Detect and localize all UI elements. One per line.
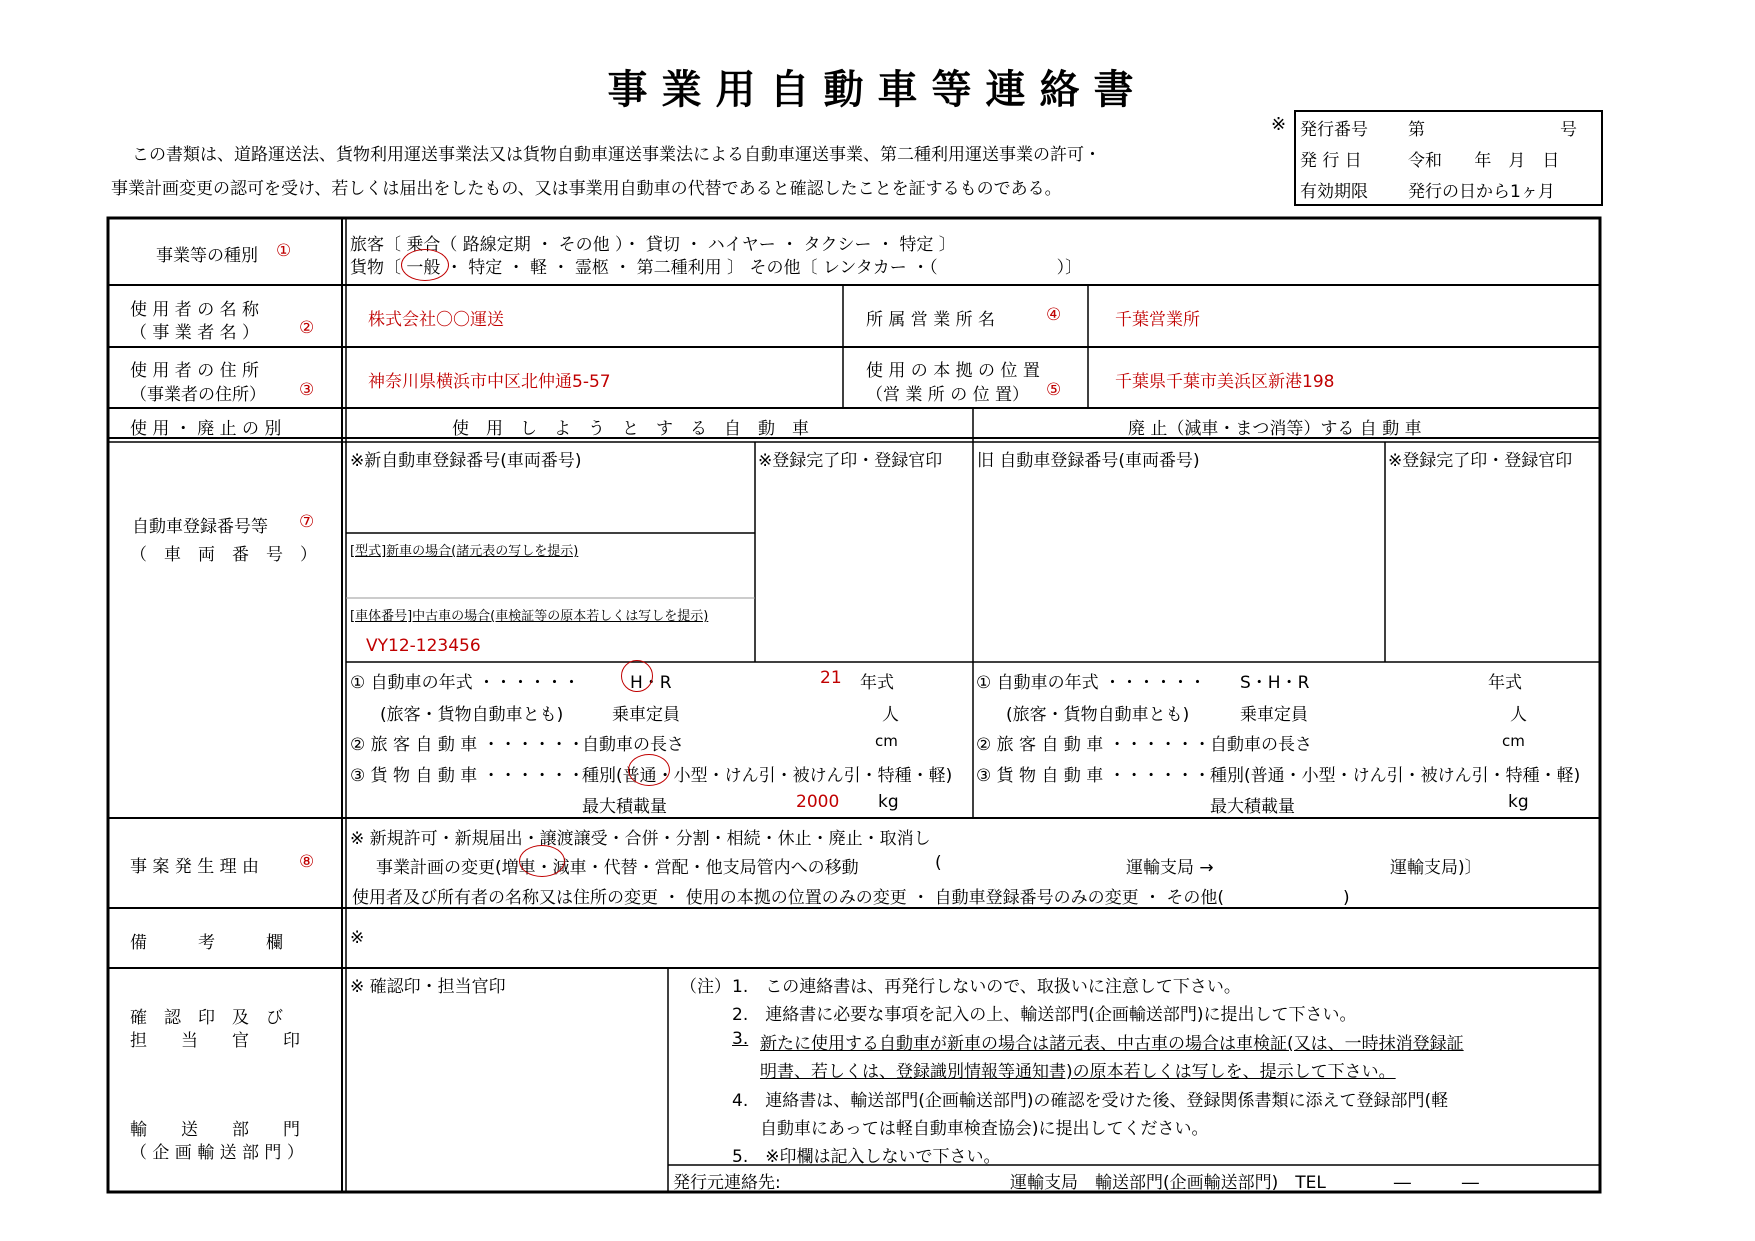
note-3-line-2: 明書、若しくは、登録識別情報等通知書)の原本若しくは写しを、提示して下さい。 [760, 1062, 1396, 1082]
registration-label-1: 自動車登録番号等 [132, 517, 268, 537]
office-label: 所 属 営 業 所 名 [866, 310, 996, 330]
selected-heisei-circle [621, 660, 653, 692]
new-passenger-note: (旅客・貨物自動車とも) [380, 705, 564, 725]
office-num: ④ [1046, 305, 1062, 325]
new-year-value[interactable]: 21 [820, 668, 842, 688]
issue-box-mark: ※ [1271, 114, 1287, 135]
old-registration-label: 旧 自動車登録番号(車両番号) [977, 451, 1200, 471]
old-length-label: 自動車の長さ [1210, 735, 1312, 755]
old-capacity-label: 乗車定員 [1240, 705, 1308, 725]
base-value[interactable]: 千葉県千葉市美浜区新港198 [1115, 372, 1335, 392]
old-year-label: ① 自動車の年式 ・・・・・・ [976, 673, 1207, 693]
user-name-num: ② [299, 318, 315, 338]
user-address-value[interactable]: 神奈川県横浜市中区北仲通5-57 [368, 372, 611, 392]
new-cargo-label: ③ 貨 物 自 動 車 ・・・・・・ [350, 766, 585, 786]
user-name-label-2: （ 事 業 者 名 ） [130, 323, 260, 343]
reason-label: 事 案 発 生 理 由 [130, 857, 260, 877]
business-type-line-2: 貨物〔 一般 ・ 特定 ・ 軽 ・ 霊柩 ・ 第二種利用 〕 その他〔 レンタカー ・（ ）〕 [350, 258, 1083, 278]
old-max-load-unit: kg [1508, 792, 1529, 812]
intro-line-2: 事業計画変更の認可を受け、若しくは届出をしたもの、又は事業用自動車の代替であると確認したことを証するものである。 [111, 179, 1062, 199]
notes-head: （注） [680, 977, 731, 997]
confirm-label-3: 輸 送 部 門 [130, 1120, 300, 1140]
old-era: S・H・R [1240, 673, 1310, 693]
base-label-1: 使 用 の 本 拠 の 位 置 [866, 361, 1040, 381]
use-header: 使 用 し よ う と す る 自 動 車 [452, 419, 809, 439]
use-abolish-label: 使 用 ・ 廃 止 の 別 [130, 419, 282, 439]
business-type-num: ① [276, 241, 292, 261]
confirm-stamp-label: ※ 確認印・担当官印 [350, 977, 506, 997]
contact-label: 発行元連絡先: [673, 1173, 781, 1193]
base-num: ⑤ [1046, 380, 1062, 400]
note-3-line-1: 新たに使用する自動車が新車の場合は諸元表、中古車の場合は車検証(又は、一時抹消登録証 [760, 1034, 1464, 1054]
reason-line-1: ※ 新規許可・新規届出・譲渡譲受・合併・分割・相続・休止・廃止・取消し [350, 829, 931, 849]
old-cargo-kind: 種別(普通・小型・けん引・被けん引・特種・軽) [1210, 766, 1581, 786]
base-label-2: （営 業 所 の 位 置） [866, 385, 1030, 405]
issue-number-dai: 第 [1408, 120, 1425, 140]
old-bus-label: ② 旅 客 自 動 車 ・・・・・・ [976, 735, 1211, 755]
business-type-line-1: 旅客〔 乗合（ 路線定期 ・ その他 ）・ 貸切 ・ ハイヤー ・ タクシー ・ 特定 〕 [350, 235, 956, 255]
registration-label-2: （ 車 両 番 号 ） [130, 545, 317, 565]
contact-value: 運輸支局 輸送部門(企画輸送部門) TEL ― ― [1010, 1173, 1479, 1193]
note-4-line-2: 自動車にあっては軽自動車検査協会)に提出してください。 [760, 1119, 1209, 1139]
note-4-line-1: 4. 連絡書は、輸送部門(企画輸送部門)の確認を受けた後、登録関係書類に添えて登録部門(軽 [732, 1091, 1449, 1111]
page-title: 事業用自動車等連絡書 [607, 67, 1148, 113]
new-bus-label: ② 旅 客 自 動 車 ・・・・・・ [350, 735, 585, 755]
old-capacity-unit: 人 [1510, 705, 1527, 725]
issue-date-value: 令和 年 月 日 [1408, 151, 1560, 171]
reason-line-2c: 運輸支局 → [1126, 858, 1214, 878]
old-passenger-note: (旅客・貨物自動車とも) [1006, 705, 1190, 725]
chassis-note: [車体番号]中古車の場合(車検証等の原本若しくは写しを提示) [350, 609, 709, 624]
user-name-label-1: 使 用 者 の 名 称 [130, 300, 260, 320]
new-era: H・R [630, 673, 672, 693]
reason-line-2b: ( [935, 853, 942, 873]
old-max-load-label: 最大積載量 [1210, 797, 1295, 817]
new-capacity-label: 乗車定員 [612, 705, 680, 725]
old-cargo-label: ③ 貨 物 自 動 車 ・・・・・・ [976, 766, 1211, 786]
issue-number-label: 発行番号 [1300, 120, 1368, 140]
reason-num: ⑧ [299, 852, 315, 872]
new-max-load-unit: kg [878, 792, 899, 812]
abolish-header: 廃 止（減車・まつ消等）する 自 動 車 [1128, 419, 1422, 439]
new-cargo-kind: 種別(普通・小型・けん引・被けん引・特種・軽) [582, 766, 953, 786]
office-value[interactable]: 千葉営業所 [1115, 310, 1200, 330]
old-year-unit: 年式 [1488, 673, 1522, 693]
new-length-unit: cm [875, 732, 898, 750]
user-address-label-2: （事業者の住所） [130, 385, 266, 405]
validity-label: 有効期限 [1300, 182, 1368, 202]
remarks-label: 備 考 欄 [130, 933, 283, 953]
note-5: 5. ※印欄は記入しないで下さい。 [732, 1147, 1001, 1167]
user-name-value[interactable]: 株式会社〇〇運送 [368, 310, 504, 330]
reason-line-2d: 運輸支局)〕 [1390, 858, 1482, 878]
reason-line-2a: 事業計画の変更(増車・減車・代替・営配・他支局管内への移動 [376, 858, 859, 878]
validity-value: 発行の日から1ヶ月 [1408, 182, 1555, 202]
new-registration-label: ※新自動車登録番号(車両番号) [350, 451, 582, 471]
user-address-num: ③ [299, 380, 315, 400]
issue-number-go: 号 [1560, 120, 1577, 140]
old-length-unit: cm [1502, 732, 1525, 750]
new-capacity-unit: 人 [882, 705, 899, 725]
new-length-label: 自動車の長さ [582, 735, 684, 755]
new-max-load-label: 最大積載量 [582, 797, 667, 817]
note-2: 2. 連絡書に必要な事項を記入の上、輸送部門(企画輸送部門)に提出して下さい。 [732, 1005, 1357, 1025]
new-year-unit: 年式 [860, 673, 894, 693]
stamp-label-new: ※登録完了印・登録官印 [758, 451, 943, 471]
chassis-value[interactable]: VY12-123456 [366, 636, 481, 656]
model-note: [型式]新車の場合(諸元表の写しを提示) [350, 544, 579, 559]
selected-zousha-circle [519, 845, 565, 877]
user-address-label-1: 使 用 者 の 住 所 [130, 361, 260, 381]
new-year-label: ① 自動車の年式 ・・・・・・ [350, 673, 581, 693]
confirm-label-2: 担 当 官 印 [130, 1031, 300, 1051]
business-type-label: 事業等の種別 [156, 246, 258, 266]
intro-line-1: この書類は、道路運送法、貨物利用運送事業法又は貨物自動車運送事業法による自動車運送事業、第二種利用運送事業の許可・ [132, 145, 1101, 165]
reason-line-3: 使用者及び所有者の名称又は住所の変更 ・ 使用の本拠の位置のみの変更 ・ 自動車登録番号のみの変更 ・ その他( ) [352, 888, 1350, 908]
new-max-load-value[interactable]: 2000 [796, 792, 840, 812]
selected-ippan-circle [401, 249, 449, 281]
confirm-label-1: 確 認 印 及 び [130, 1008, 283, 1028]
note-1: 1. この連絡書は、再発行しないので、取扱いに注意して下さい。 [732, 977, 1241, 997]
stamp-label-old: ※登録完了印・登録官印 [1388, 451, 1573, 471]
registration-num: ⑦ [299, 512, 315, 532]
remarks-value[interactable]: ※ [350, 928, 365, 948]
confirm-label-4: （ 企 画 輸 送 部 門 ） [130, 1143, 304, 1163]
note-3-num: 3. [732, 1029, 749, 1049]
selected-futsu-circle [628, 754, 670, 786]
issue-date-label: 発 行 日 [1300, 151, 1362, 171]
